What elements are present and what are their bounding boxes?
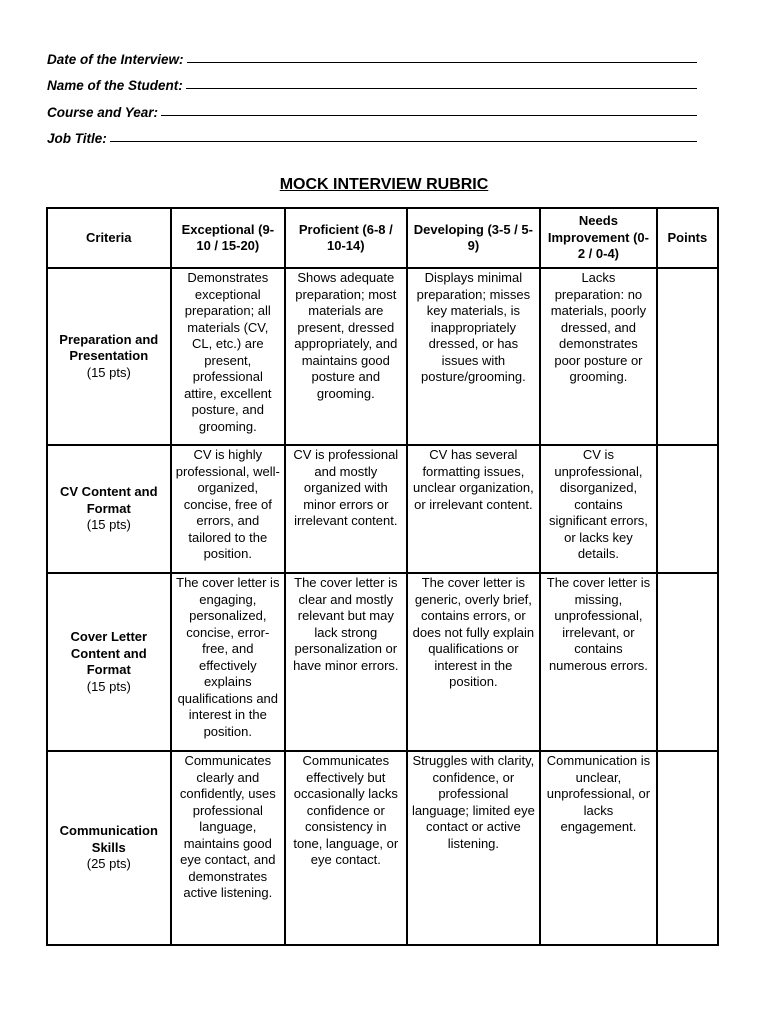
proficient-cell: The cover letter is clear and mostly relevant but may lack strong personalization or have minor errors.: [285, 573, 407, 751]
interview-info-fields: [47, 40, 697, 146]
header-exceptional: Exceptional (9-10 / 15-20): [171, 208, 286, 268]
interview-date-label: Date of the Interview:: [47, 51, 184, 67]
job-title-label: Job Title:: [47, 131, 107, 146]
header-row: [47, 208, 718, 268]
criteria-name: Communication Skills: [59, 823, 158, 855]
course-year-field[interactable]: [47, 93, 697, 120]
developing-cell: Struggles with clarity, confidence, or professional language; limited eye contact or active listening.: [407, 751, 541, 945]
criteria-cell: [47, 751, 171, 945]
criteria-cell: [47, 268, 171, 445]
developing-cell: CV has several formatting issues, unclear organization, or irrelevant content.: [407, 445, 541, 573]
student-name-line[interactable]: [186, 87, 697, 89]
criteria-name: Cover Letter Content and Format: [70, 629, 148, 677]
criteria-points: (15 pts): [86, 517, 131, 533]
needs-improvement-cell: Lacks preparation: no materials, poorly dressed, and demonstrates poor posture or grooming.: [540, 268, 657, 445]
points-cell[interactable]: [657, 751, 718, 945]
exceptional-cell: CV is highly professional, well-organized, concise, free of errors, and tailored to the position.: [171, 445, 286, 573]
criteria-cell: [47, 573, 171, 751]
header-proficient: Proficient (6-8 / 10-14): [285, 208, 407, 268]
job-title-line[interactable]: [110, 140, 697, 142]
course-year-label: Course and Year:: [47, 104, 159, 120]
job-title-field[interactable]: [47, 120, 697, 147]
header-points: Points: [657, 208, 718, 268]
exceptional-cell: The cover letter is engaging, personalized, concise, error-free, and effectively explains qualifications and interest in the position.: [171, 573, 286, 751]
header-needs-improvement: Needs Improvement (0-2 / 0-4): [540, 208, 657, 268]
proficient-cell: Shows adequate preparation; most materials are present, dressed appropriately, and maintains good posture and grooming.: [285, 268, 407, 445]
exceptional-cell: Demonstrates exceptional preparation; all materials (CV, CL, etc.) are present, professional attire, excellent posture, and grooming.: [171, 268, 286, 445]
needs-improvement-cell: The cover letter is missing, unprofessional, irrelevant, or contains numerous errors.: [540, 573, 657, 751]
student-name-field[interactable]: [47, 67, 697, 94]
criteria-points: (25 pts): [86, 856, 131, 872]
table-row: [47, 573, 718, 751]
criteria-name: Preparation and Presentation: [59, 331, 159, 364]
proficient-cell: CV is professional and mostly organized with minor errors or irrelevant content.: [285, 445, 407, 573]
points-cell[interactable]: [657, 445, 718, 573]
rubric-table: [46, 207, 719, 946]
rubric-title: MOCK INTERVIEW RUBRIC: [279, 176, 489, 193]
interview-date-line[interactable]: [187, 61, 697, 63]
interview-date-field[interactable]: [47, 40, 697, 67]
criteria-cell: [47, 445, 171, 573]
student-name-label: Name of the Student:: [47, 78, 183, 93]
exceptional-cell: Communicates clearly and confidently, uses professional language, maintains good eye contact, and demonstrates active listening.: [171, 751, 286, 945]
header-criteria: Criteria: [47, 208, 171, 268]
proficient-cell: Communicates effectively but occasionally lacks confidence or consistency in tone, language, or eye contact.: [285, 751, 407, 945]
table-row: [47, 751, 718, 945]
needs-improvement-cell: CV is unprofessional, disorganized, contains significant errors, or lacks key details.: [540, 445, 657, 573]
table-row: [47, 268, 718, 445]
header-developing: Developing (3-5 / 5-9): [407, 208, 541, 268]
points-cell[interactable]: [657, 268, 718, 445]
points-cell[interactable]: [657, 573, 718, 751]
developing-cell: The cover letter is generic, overly brief, contains errors, or does not fully explain qualifications or interest in the position.: [407, 573, 541, 751]
criteria-name: CV Content and Format: [60, 484, 158, 516]
table-row: [47, 445, 718, 573]
criteria-points: (15 pts): [86, 364, 131, 380]
course-year-line[interactable]: [161, 114, 697, 116]
developing-cell: Displays minimal preparation; misses key materials, is inappropriately dressed, or has issues with posture/grooming.: [407, 268, 541, 445]
needs-improvement-cell: Communication is unclear, unprofessional, or lacks engagement.: [540, 751, 657, 945]
criteria-points: (15 pts): [86, 678, 131, 694]
